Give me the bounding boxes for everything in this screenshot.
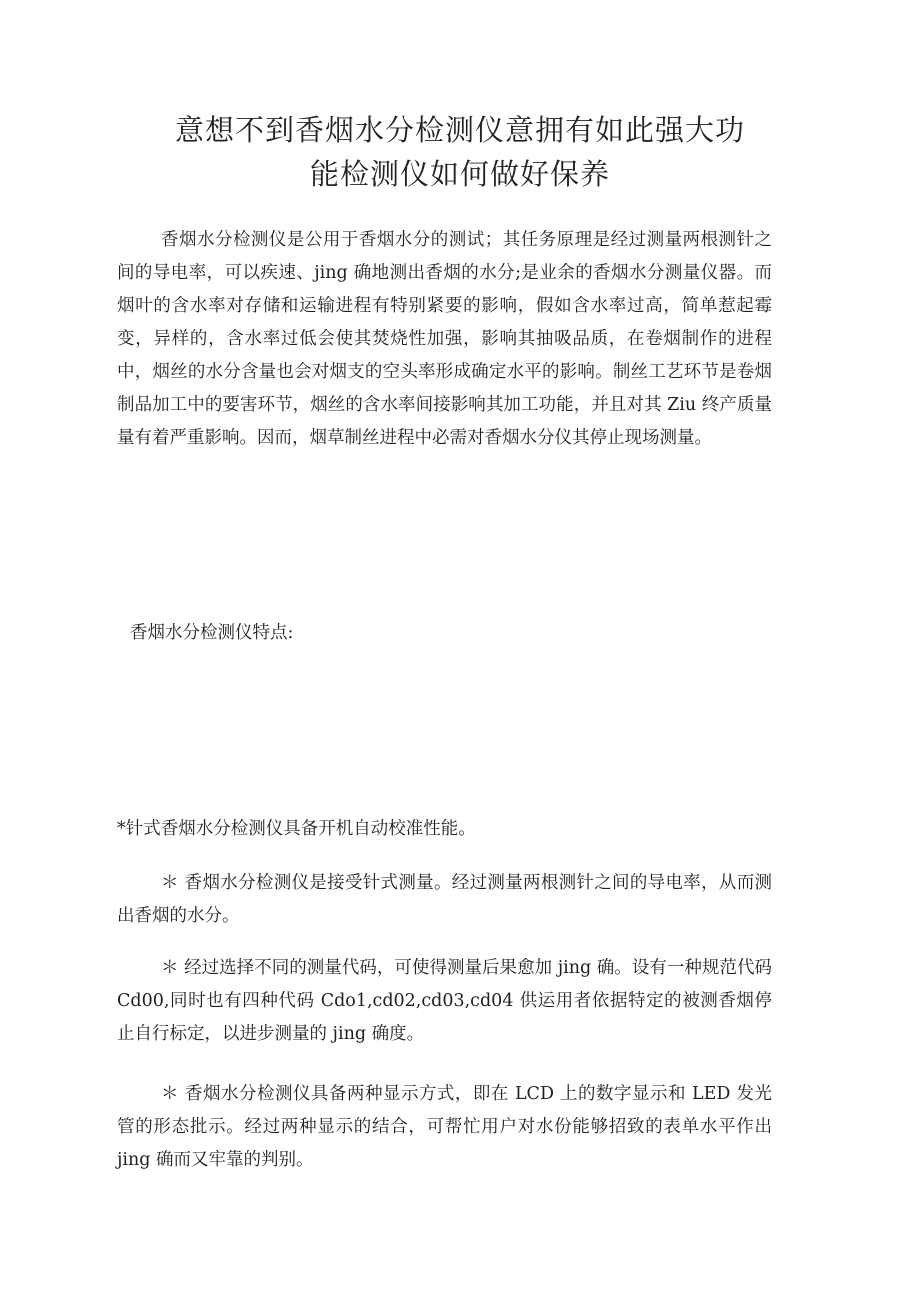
- feature-item-display-modes: ＊ 香烟水分检测仪具备两种显示方式，即在 LCD 上的数字显示和 LED 发光管的形态批示。经过两种显示的结合，可帮忙用户对水份能够招致的表单水平作出 jing 确而又牢靠的判别。: [117, 1084, 772, 1170]
- feature-item-pin-measurement: ＊ 香烟水分检测仪是接受针式测量。经过测量两根测针之间的导电率，从而测出香烟的水分。: [117, 873, 772, 926]
- feature-item-auto-calibration: *针式香烟水分检测仪具备开机自动校准性能。: [117, 819, 476, 839]
- intro-paragraph: 香烟水分检测仪是公用于香烟水分的测试；其任务原理是经过测量两根测针之间的导电率，可以疾速、jing 确地测出香烟的水分;是业余的香烟水分测量仪器。而烟叶的含水率对存储和运输进程有特别紧要的影响，假如含水率过高，简单惹起霉变，异样的，含水率过低会使其焚烧性加强，影响其抽吸品质，在卷烟制作的进程中，烟丝的水分含量也会对烟支的空头率形成确定水平的影响。制丝工艺环节是卷烟制品加工中的要害环节，烟丝的含水率间接影响其加工功能，并且对其 Ziu 终产质量量有着严重影响。因而，烟草制丝进程中必需对香烟水分仪其停止现场测量。: [117, 230, 772, 448]
- document-title: [100, 108, 820, 196]
- features-heading: 香烟水分检测仪特点:: [130, 623, 294, 643]
- title-line-1: 意想不到香烟水分检测仪意拥有如此强大功: [174, 113, 745, 147]
- title-line-2: 能检测仪如何做好保养: [309, 157, 610, 191]
- feature-item-measurement-codes: ＊ 经过选择不同的测量代码，可使得测量后果愈加 jing 确。设有一种规范代码 Cd00,同时也有四种代码 Cdo1,cd02,cd03,cd04 供运用者依据特定的被测香烟停止自行标定，以进步测量的 jing 确度。: [117, 958, 772, 1044]
